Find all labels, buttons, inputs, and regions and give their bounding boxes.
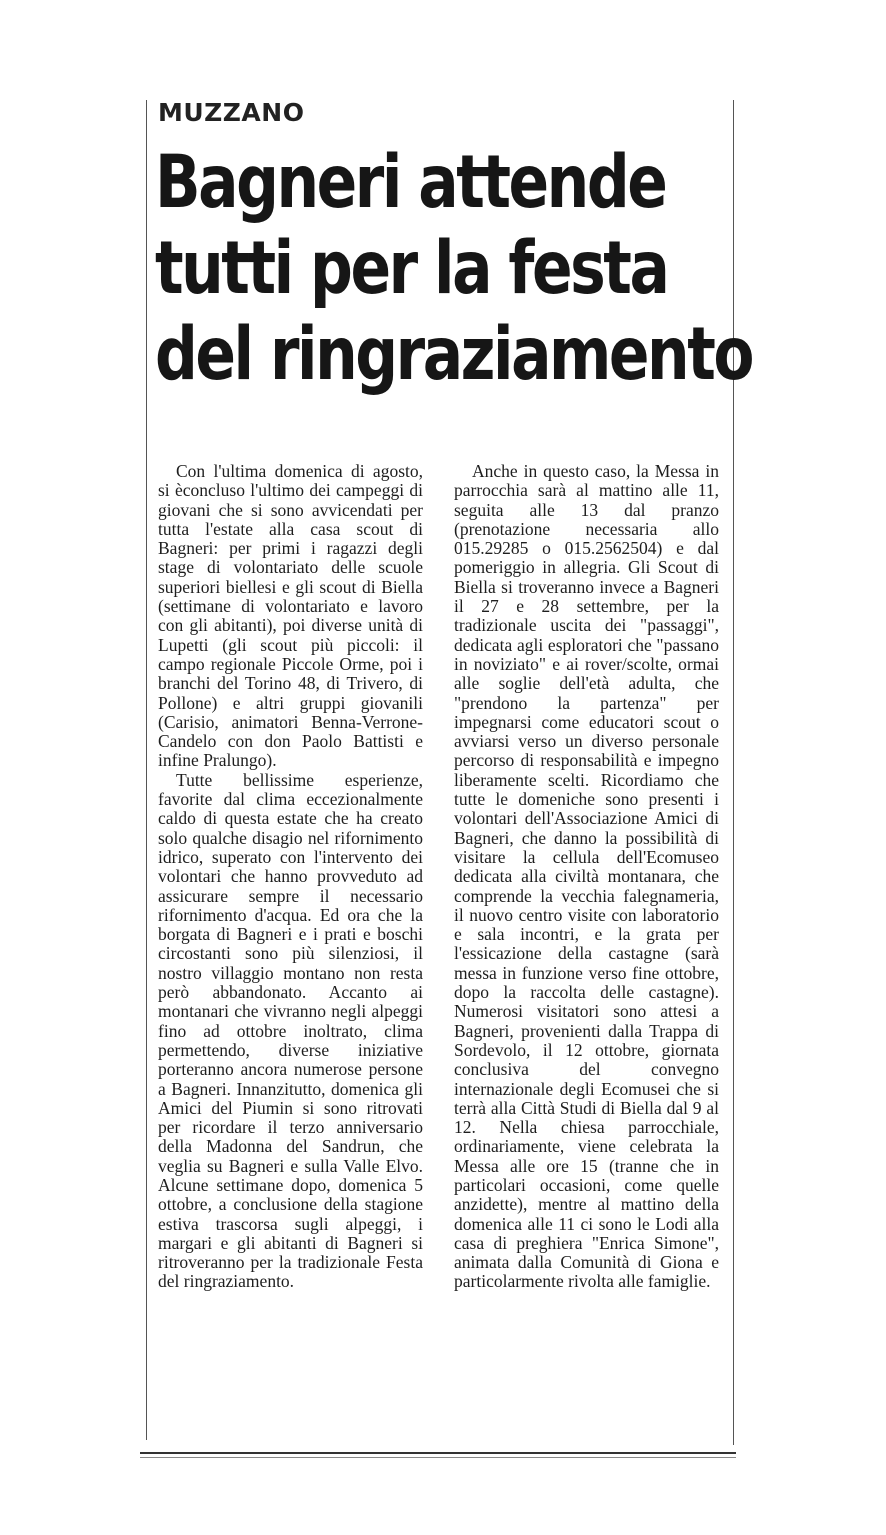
left-border-line — [146, 100, 147, 1440]
headline-line-3: del ringraziamento — [155, 312, 753, 397]
bottom-rule — [140, 1452, 736, 1454]
article-column-2 — [454, 462, 719, 1292]
paragraph: Tutte bellissime esperienze, favorite dal clima eccezionalmente caldo di questa estate che ha creato solo qualche disagio nel rifornimento idrico, superato con l'intervento dei volontari che hanno provveduto ad assicurare sempre il necessario rifornimento d'acqua. Ed ora che la borgata di Bagneri e i prati e boschi circostanti sono più silenziosi, il nostro villaggio montano non resta però abbandonato. Accanto ai montanari che vivranno negli alpeggi fino ad ottobre inoltrato, clima permettendo, diverse iniziative porteranno ancora numerose persone a Bagneri. Innanzitutto, domenica gli Amici del Piumin si sono ritrovati per ricordare il terzo anniversario della Madonna del Sandrun, che veglia su Bagneri e sulla Valle Elvo. Alcune settimane dopo, domenica 5 ottobre, a conclusione della stagione estiva trascorsa sugli alpeggi, i margari e gli abitanti di Bagneri si ritroveranno per la tradizionale Festa del ringraziamento. — [158, 769, 423, 1292]
bottom-rule-thin — [140, 1457, 736, 1458]
paragraph: Con l'ultima domenica di agosto, si èconcluso l'ultimo dei campeggi di giovani che si sono avvicendati per tutta l'estate alla casa scout di Bagneri: per primi i ragazzi degli stage di volontariato delle scuole superiori biellesi e gli scout di Biella (settimane di volontariato e lavoro con gli abitanti), poi diverse unità di Lupetti (gli scout più piccoli: il campo regionale Piccole Orme, poi i branchi del Torino 48, di Trivero, di Pollone) e altri gruppi giovanili (Carisio, animatori Benna-Verrone-Candelo con don Paolo Battisti e infine Pralungo). — [158, 461, 423, 771]
kicker-location: MUZZANO — [158, 98, 305, 127]
article-column-1 — [158, 462, 423, 1292]
paragraph: Anche in questo caso, la Messa in parrocchia sarà al mattino alle 11, seguita alle 13 dal pranzo (prenotazione necessaria allo 015.29285 o 015.2562504) e dal pomeriggio in allegria. Gli Scout di Biella si troveranno invece a Bagneri il 27 e 28 settembre, per la tradizionale uscita dei "passaggi", dedicata agli esploratori che "passano in noviziato" e ai rover/scolte, ormai alle soglie dell'età adulta, che "prendono la partenza" per impegnarsi come educatori scout o avviarsi verso un diverso personale percorso di responsabilità e impegno liberamente scelti. Ricordiamo che tutte le domeniche sono presenti i volontari dell'Associazione Amici di Bagneri, che danno la possibilità di visitare la cellula dell'Ecomuseo dedicata alla civiltà montanara, che comprende la vecchia falegnameria, il nuovo centro visite con laboratorio e sala incontri, e la grata per l'essicazione della castagne (sarà messa in funzione verso fine ottobre, dopo la raccolta delle castagne). Numerosi visitatori sono attesi a Bagneri, provenienti dalla Trappa di Sordevolo, il 12 ottobre, giornata conclusiva del convegno internazionale degli Ecomusei che si terrà alla Città Studi di Biella dal 9 al 12. Nella chiesa parrocchiale, ordinariamente, viene celebrata la Messa alle ore 15 (tranne che in particolari occasioni, come quelle anzidette), mentre al mattino della domenica alle 11 ci sono le Lodi alla casa di preghiera "Enrica Simone", animata dalla Comunità di Giona e particolarmente rivolta alle famiglie. — [454, 461, 719, 1292]
headline — [155, 140, 753, 398]
headline-line-1: Bagneri attende — [155, 140, 666, 225]
headline-line-2: tutti per la festa — [155, 226, 668, 311]
right-border-line — [733, 100, 734, 1445]
